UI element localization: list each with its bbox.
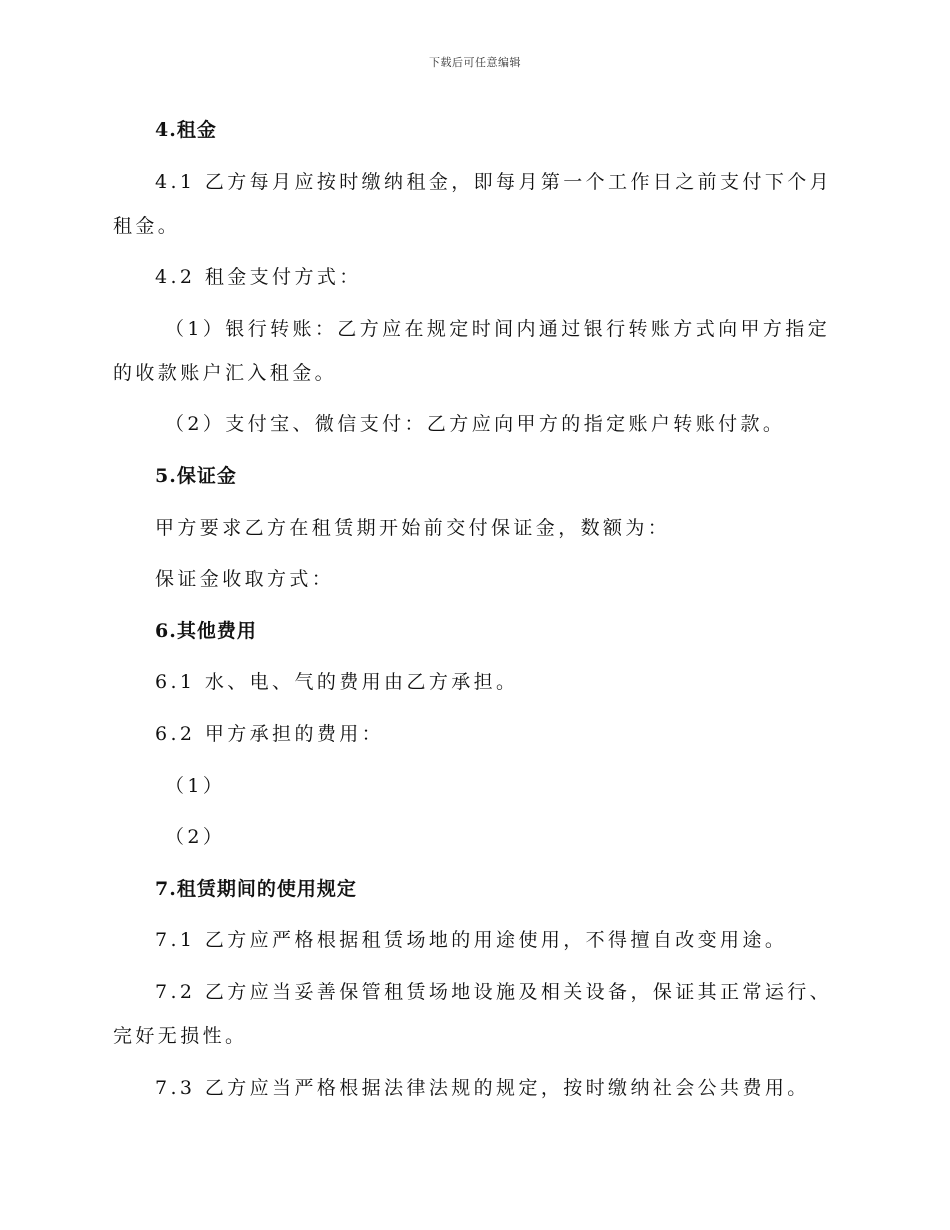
deposit-amount-text: 甲方要求乙方在租赁期开始前交付保证金，数额为： bbox=[155, 516, 671, 539]
clause-7-1: 7.1 乙方应严格根据租赁场地的用途使用，不得擅自改变用途。 bbox=[155, 929, 788, 952]
clause-4-2-item-1: （1）银行转账：乙方应在规定时间内通过银行转账方式向甲方指定的收款账户汇入租金。 bbox=[113, 317, 831, 384]
section-heading-rent: 4.租金 bbox=[155, 119, 217, 141]
clause-6-2-item-1: （1） bbox=[165, 774, 226, 797]
document-body bbox=[113, 108, 843, 1117]
clause-4-1: 4.1 乙方每月应按时缴纳租金，即每月第一个工作日之前支付下个月租金。 bbox=[113, 170, 833, 237]
section-heading-other-fees: 6.其他费用 bbox=[155, 619, 257, 642]
section-heading-deposit: 5.保证金 bbox=[155, 464, 237, 487]
clause-4-2: 4.2 租金支付方式： bbox=[155, 266, 362, 289]
clause-7-2: 7.2 乙方应当妥善保管租赁场地设施及相关设备，保证其正常运行、完好无损性。 bbox=[113, 980, 833, 1047]
clause-6-2: 6.2 甲方承担的费用： bbox=[155, 722, 385, 745]
clause-6-1: 6.1 水、电、气的费用由乙方承担。 bbox=[155, 671, 519, 694]
deposit-method-text: 保证金收取方式： bbox=[155, 568, 335, 591]
clause-6-2-item-2: （2） bbox=[165, 826, 226, 849]
section-heading-usage-rules: 7.租赁期间的使用规定 bbox=[155, 877, 357, 900]
clause-7-3: 7.3 乙方应当严格根据法律法规的规定，按时缴纳社会公共费用。 bbox=[155, 1076, 810, 1099]
clause-4-2-item-2: （2）支付宝、微信支付：乙方应向甲方的指定账户转账付款。 bbox=[165, 413, 786, 436]
page-header: 下载后可任意编辑 bbox=[429, 56, 521, 69]
